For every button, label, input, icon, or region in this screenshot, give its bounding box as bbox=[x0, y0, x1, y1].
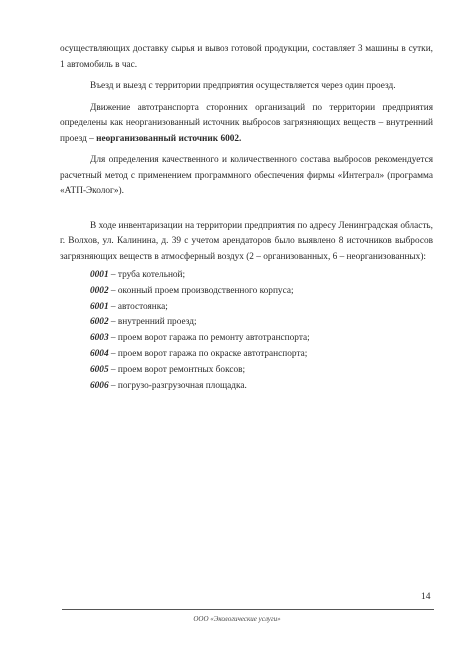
paragraph-3-text: Движение автотранспорта сторонних организаций по территории предприятия определены как неорганизованный источник выбросов загрязняющих веществ – внутренний проезд – bbox=[60, 102, 433, 144]
paragraph-1: осуществляющих доставку сырья и вывоз готовой продукции, составляет 3 машины в сутки, 1 автомобиль в час. bbox=[60, 44, 433, 70]
source-desc: – погрузо-разгрузочная площадка. bbox=[108, 380, 247, 391]
source-code: 0002 bbox=[90, 285, 109, 296]
list-item bbox=[60, 347, 433, 363]
footer-divider bbox=[62, 609, 434, 610]
list-item bbox=[60, 363, 433, 379]
source-code: 6004 bbox=[90, 348, 109, 359]
source-code: 6006 bbox=[90, 380, 109, 391]
page-number: 14 bbox=[421, 592, 431, 602]
list-item bbox=[60, 268, 433, 284]
source-code: 6005 bbox=[90, 364, 109, 375]
source-code: 6001 bbox=[90, 301, 109, 312]
list-item bbox=[60, 284, 433, 300]
paragraph-5: В ходе инвентаризации на территории предприятия по адресу Ленинградская область, г. Волхов, ул. Калинина, д. 39 с учетом арендаторов было выявлено 8 источников выбросов загрязняющих веществ в атмосферный воздух (2 – организованных, 6 – неорганизованных): bbox=[60, 220, 433, 262]
source-code: 6003 bbox=[90, 333, 109, 344]
list-item bbox=[60, 315, 433, 331]
source-desc: – оконный проем производственного корпуса; bbox=[108, 285, 294, 296]
sources-list bbox=[60, 268, 433, 394]
paragraph-3 bbox=[60, 101, 433, 148]
source-code: 0001 bbox=[90, 270, 109, 280]
list-item bbox=[60, 331, 433, 347]
paragraph-4: Для определения качественного и количественного состава выбросов рекомендуется расчетный метод с применением программного обеспечения фирмы «Интеграл» (программа «АТП-Эколог»). bbox=[60, 155, 433, 196]
source-desc: – труба котельной; bbox=[108, 270, 186, 280]
source-desc: – проем ворот ремонтных боксов; bbox=[108, 364, 246, 375]
footer-company: ООО «Экологические услуги» bbox=[193, 615, 281, 623]
list-item bbox=[60, 300, 433, 316]
source-code: 6002 bbox=[90, 317, 109, 328]
list-item bbox=[60, 379, 433, 395]
source-desc: – проем ворот гаража по окраске автотранспорта; bbox=[108, 348, 308, 359]
source-desc: – внутренний проезд; bbox=[108, 317, 197, 328]
source-desc: – автостоянка; bbox=[108, 301, 168, 312]
source-desc: – проем ворот гаража по ремонту автотранспорта; bbox=[108, 333, 310, 344]
paragraph-3-bold: неорганизованный источник 6002. bbox=[96, 133, 242, 144]
document-body bbox=[60, 42, 433, 394]
paragraph-2: Въезд и выезд с территории предприятия осуществляется через один проезд. bbox=[90, 81, 396, 91]
